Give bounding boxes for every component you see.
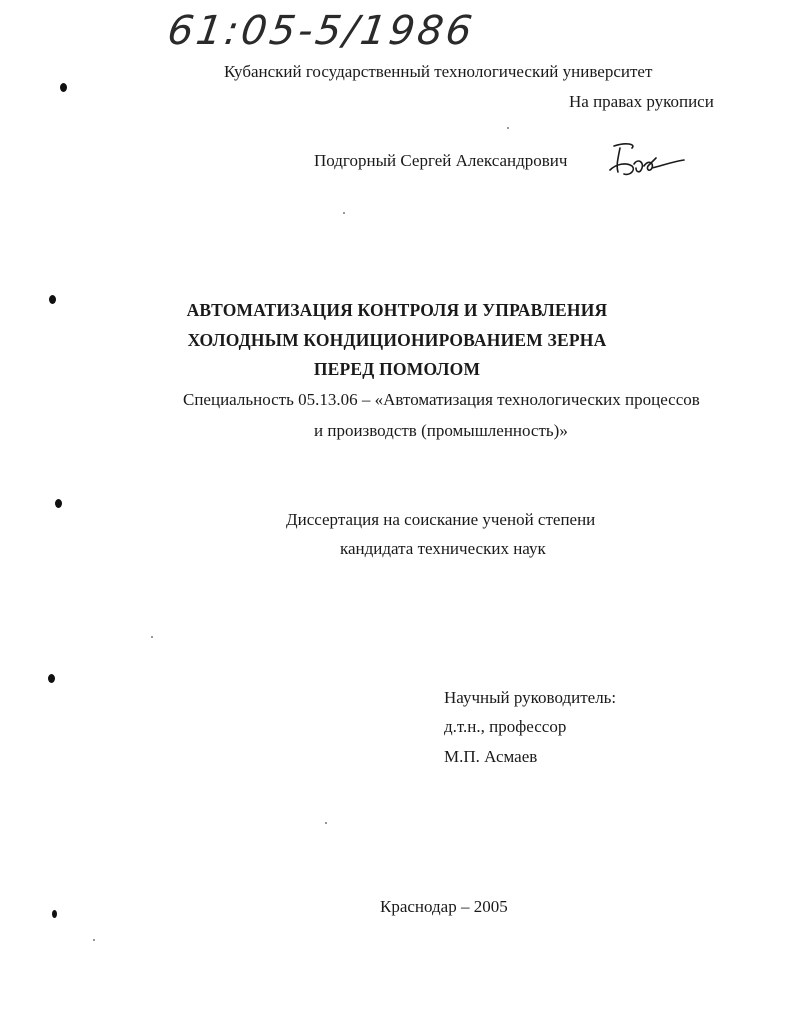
title-line-2: ХОЛОДНЫМ КОНДИЦИОНИРОВАНИЕМ ЗЕРНА — [187, 330, 607, 350]
scan-speck — [325, 822, 327, 824]
supervisor-credentials: д.т.н., профессор — [444, 717, 567, 736]
supervisor-label: Научный руководитель: — [444, 688, 617, 707]
manuscript-rights-label: На правах рукописи — [569, 92, 714, 111]
punch-hole-mark — [48, 674, 55, 683]
scan-speck — [151, 636, 153, 638]
title-line-1: АВТОМАТИЗАЦИЯ КОНТРОЛЯ И УПРАВЛЕНИЯ — [186, 300, 608, 320]
author-name: Подгорный Сергей Александрович — [314, 151, 568, 170]
degree-line-1: Диссертация на соискание ученой степени — [286, 510, 596, 529]
specialty-line-2: и производств (промышленность)» — [314, 421, 568, 440]
author-signature — [606, 140, 686, 182]
archive-number-handwritten: 61:05-5/1986 — [164, 8, 478, 54]
punch-hole-mark — [55, 499, 62, 508]
university-name: Кубанский государственный технологический университет — [224, 62, 653, 81]
title-line-3: ПЕРЕД ПОМОЛОМ — [313, 359, 481, 379]
degree-line-2: кандидата технических наук — [340, 539, 546, 558]
punch-hole-mark — [60, 83, 67, 92]
specialty-line-1: Специальность 05.13.06 – «Автоматизация технологических процессов — [183, 390, 700, 409]
punch-hole-mark — [49, 295, 56, 304]
supervisor-name: М.П. Асмаев — [444, 747, 538, 766]
city-year: Краснодар – 2005 — [380, 897, 508, 916]
scan-speck — [93, 939, 95, 941]
punch-hole-mark — [52, 910, 57, 918]
scan-speck — [507, 127, 509, 129]
scan-speck — [343, 212, 345, 214]
